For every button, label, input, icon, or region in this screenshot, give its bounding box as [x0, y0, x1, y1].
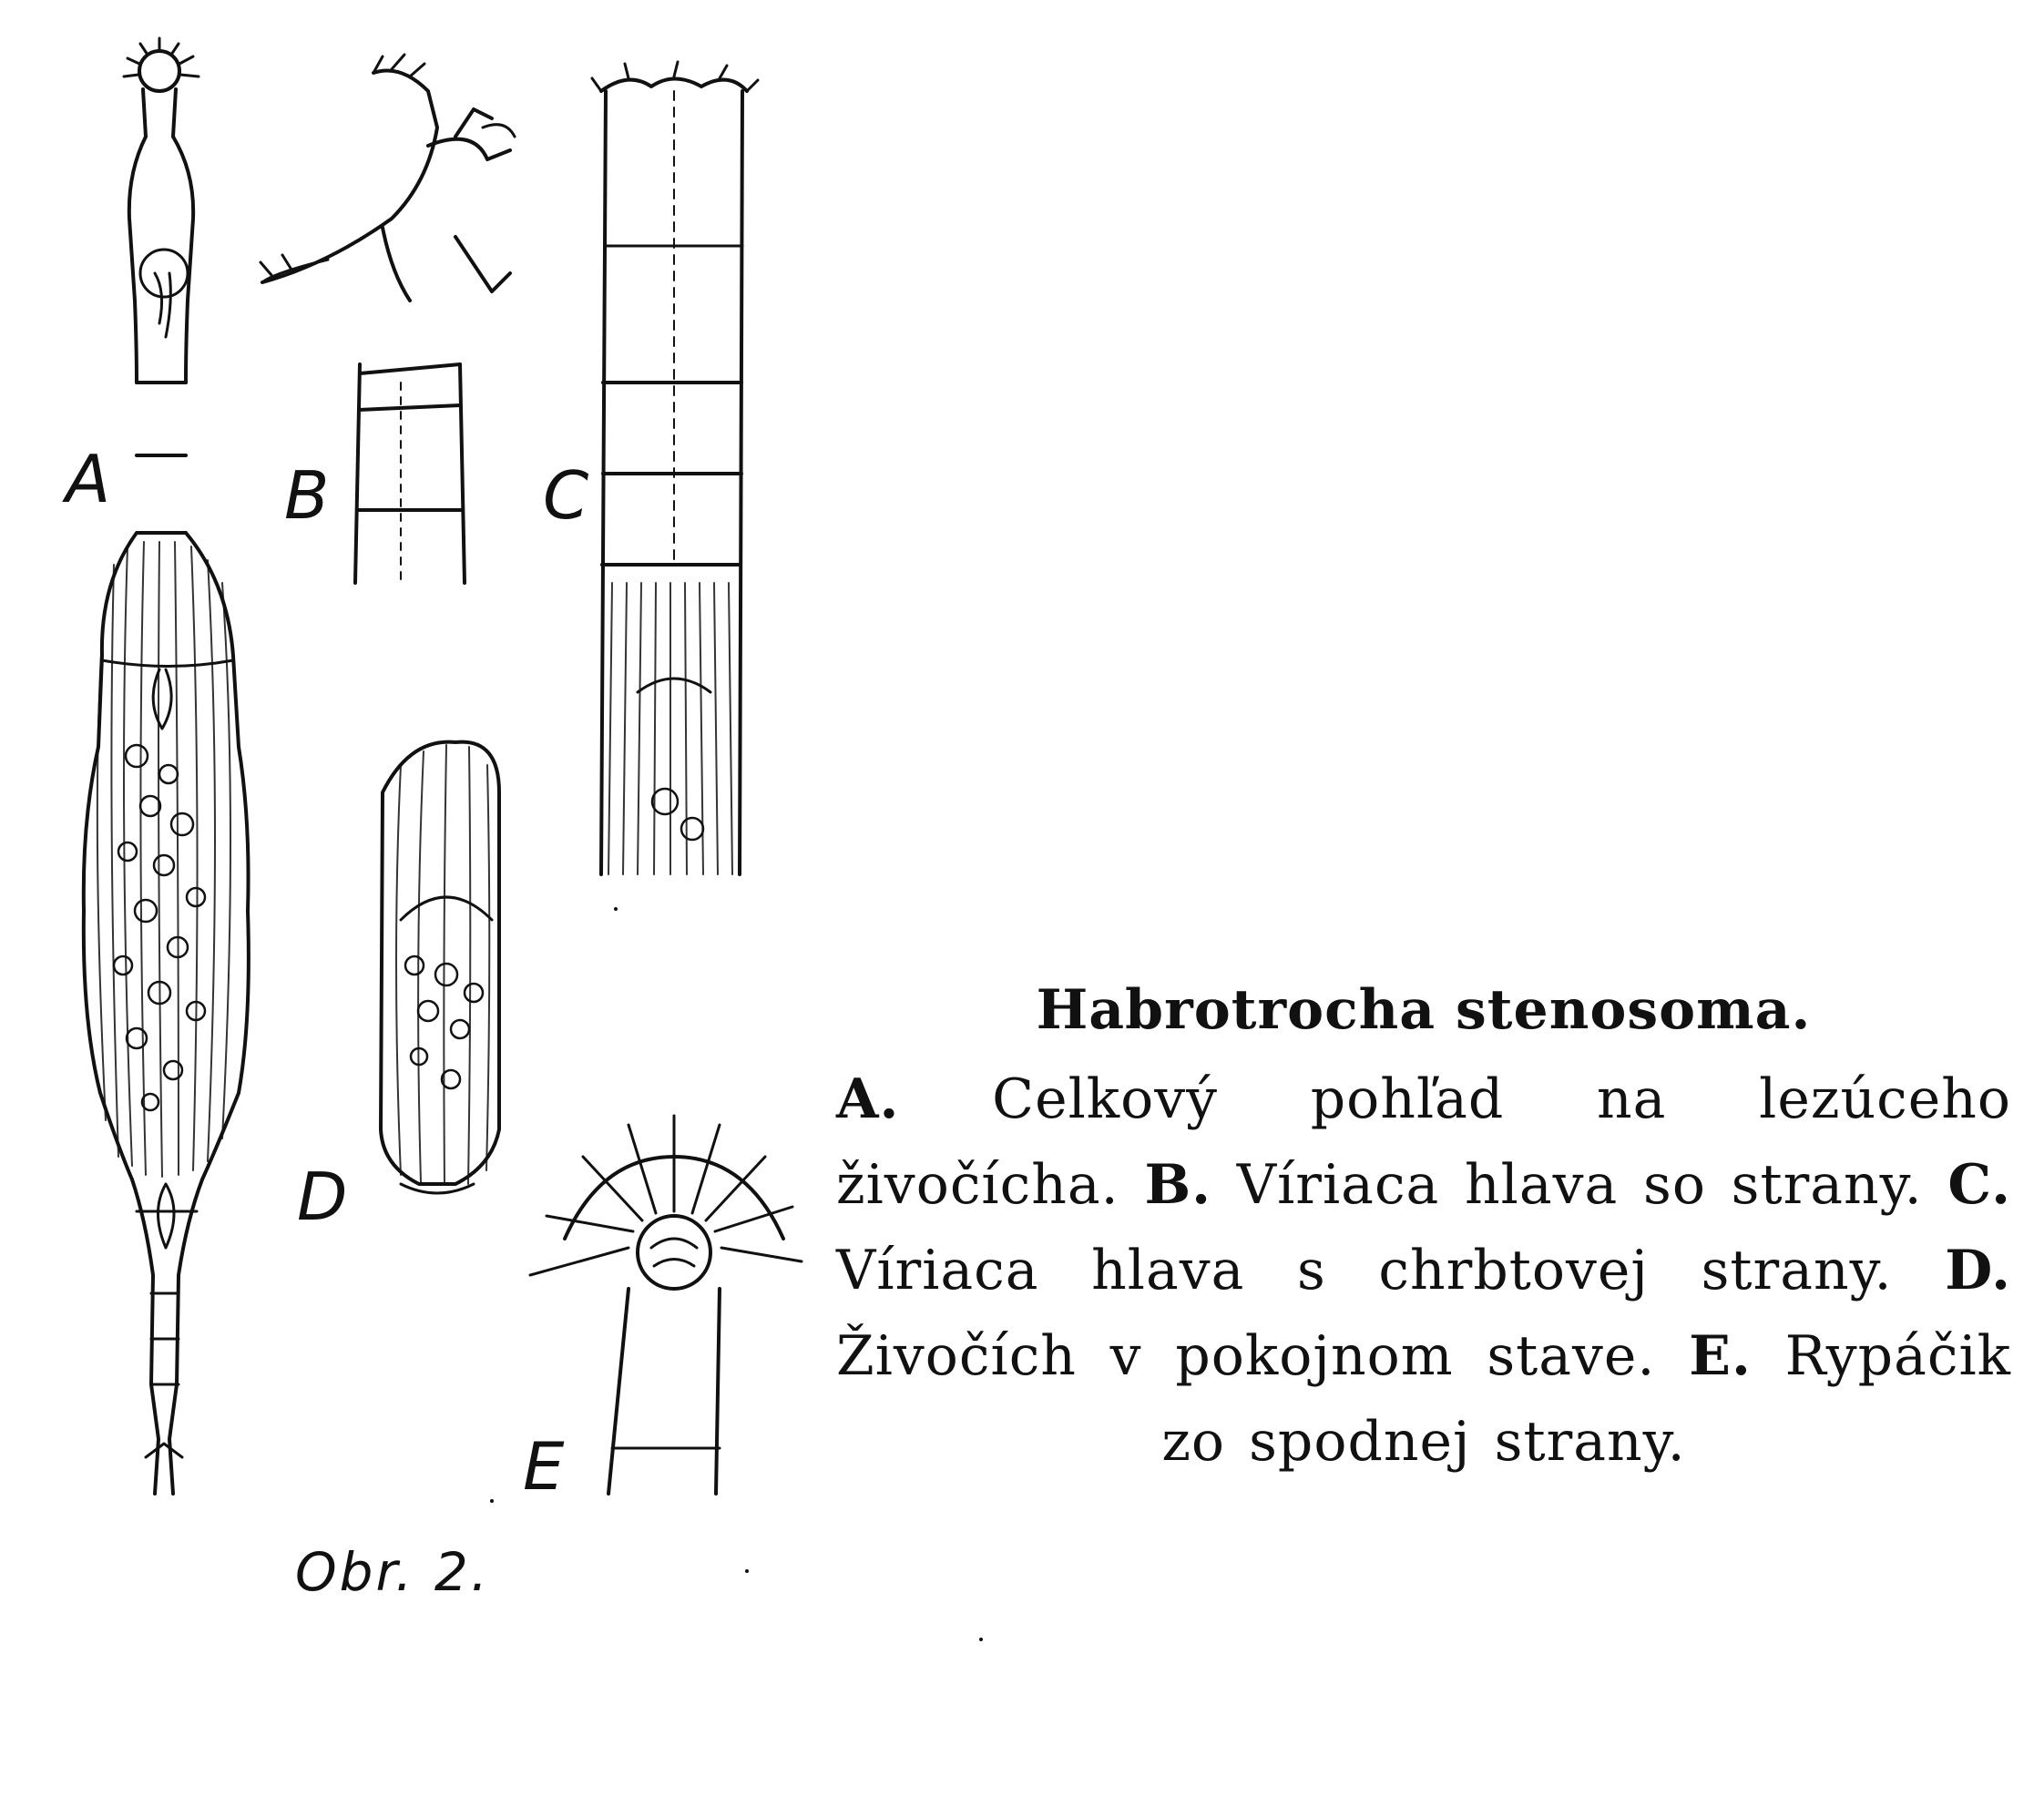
drawing-a-crawling-animal — [84, 38, 249, 1494]
caption-item-letter: B. — [1144, 1153, 1212, 1217]
panel-label-a: A — [66, 441, 111, 517]
panel-label-d: D — [297, 1159, 348, 1235]
drawing-d-resting-animal — [381, 742, 499, 1193]
caption-item-text: Víriaca hlava so strany. — [1236, 1153, 1923, 1217]
drawing-c-head-dorsal — [592, 62, 758, 874]
panel-label-e: E — [523, 1428, 565, 1505]
caption-item-letter: E. — [1689, 1324, 1752, 1388]
caption-item-text: Víriaca hlava s chrbtovej strany. — [836, 1239, 1893, 1302]
caption-item-letter: A. — [836, 1067, 900, 1131]
caption-item-letter: C. — [1947, 1153, 2012, 1217]
caption-item-text: Celkový pohľad na lezúceho živočícha. — [836, 1067, 2011, 1217]
caption-title: Habrotrocha stenosoma. — [1036, 978, 1812, 1042]
caption-item-text: Rypáčik zo spodnej strany. — [1161, 1324, 2011, 1474]
drawing-e-rostrum-below — [530, 1116, 802, 1494]
figure-number: Obr. 2. — [295, 1541, 491, 1603]
panel-label-b: B — [284, 457, 330, 534]
caption-item-text: Živočích v pokojnom stave. — [836, 1324, 1656, 1388]
figure-caption — [836, 967, 2011, 1485]
panel-label-c: C — [543, 457, 589, 534]
caption-item-letter: D. — [1945, 1239, 2011, 1302]
caption-body — [836, 1057, 2011, 1485]
